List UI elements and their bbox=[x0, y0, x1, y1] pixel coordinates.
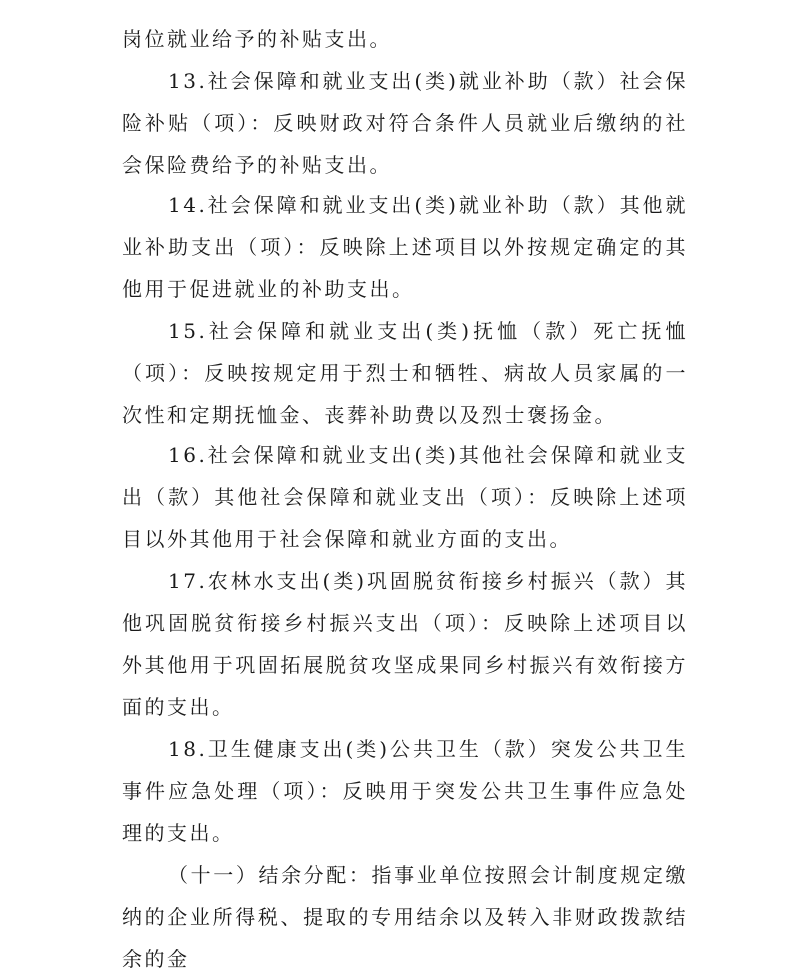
paragraph-item-16: 16.社会保障和就业支出(类)其他社会保障和就业支出（款）其他社会保障和就业支出（项）：反映除上述项目以外其他用于社会保障和就业方面的支出。 bbox=[122, 443, 688, 551]
paragraph-item-18: 18.卫生健康支出(类)公共卫生（款）突发公共卫生事件应急处理（项）：反映用于突发公共卫生事件应急处理的支出。 bbox=[122, 737, 688, 845]
paragraph-item-14: 14.社会保障和就业支出(类)就业补助（款）其他就业补助支出（项）：反映除上述项目以外按规定确定的其他用于促进就业的补助支出。 bbox=[122, 193, 688, 301]
paragraph-item-13: 13.社会保障和就业支出(类)就业补助（款）社会保险补贴（项）：反映财政对符合条件人员就业后缴纳的社会保险费给予的补贴支出。 bbox=[122, 69, 688, 177]
paragraph-item-17: 17.农林水支出(类)巩固脱贫衔接乡村振兴（款）其他巩固脱贫衔接乡村振兴支出（项）：反映除上述项目以外其他用于巩固拓展脱贫攻坚成果同乡村振兴有效衔接方面的支出。 bbox=[122, 569, 688, 719]
paragraph-item-15: 15.社会保障和就业支出(类)抚恤（款）死亡抚恤（项）：反映按规定用于烈士和牺牲、病故人员家属的一次性和定期抚恤金、丧葬补助费以及烈士褒扬金。 bbox=[122, 319, 688, 427]
paragraph-section-11: （十一）结余分配：指事业单位按照会计制度规定缴纳的企业所得税、提取的专用结余以及转入非财政拨款结余的金 bbox=[122, 863, 688, 971]
paragraph-continuation: 岗位就业给予的补贴支出。 bbox=[122, 27, 392, 51]
